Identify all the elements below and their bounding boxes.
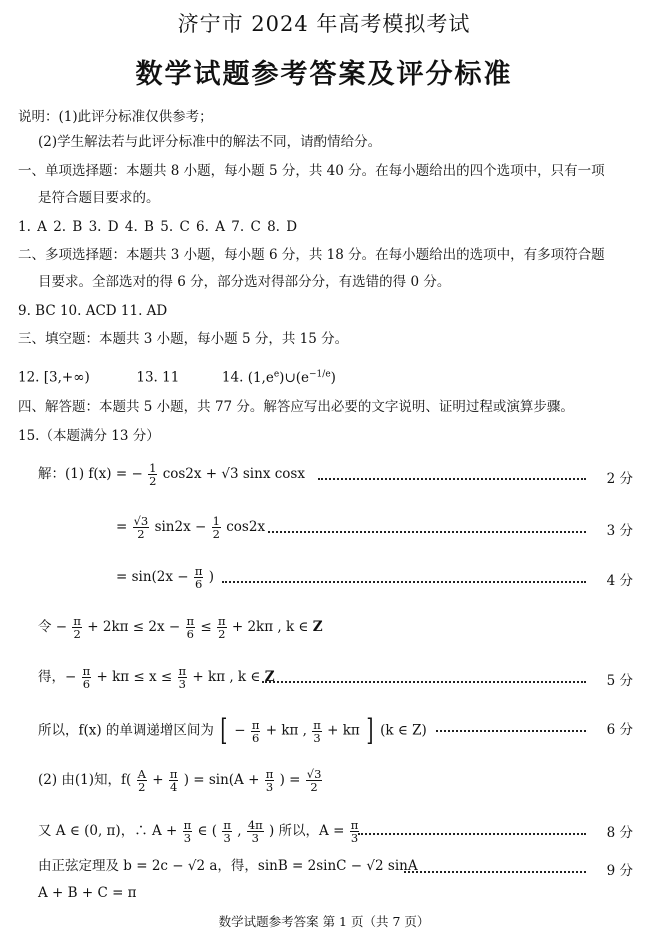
multi-choice-intro: 二、多项选择题：本题共 3 小题，每小题 6 分，共 18 分。在每小题给出的选项中，有多项符合题 bbox=[18, 247, 605, 263]
dot-leader bbox=[268, 531, 586, 533]
q15-part-2: (2) 由(1)知，f( $\frac{A}{2}$ + $\frac{\pi}{4}$ ) = sin(A + $\frac{\pi}{3}$ ) = $\frac{√3}{2}$ bbox=[38, 767, 322, 794]
q15-step-6: 所以，f(x) 的单调递增区间为 [ − $\frac{\pi}{6}$ + kπ , $\frac{\pi}{3}$ + kπ ] (k ∈ Z) bbox=[38, 713, 427, 748]
q15-header: 15.（本题满分 13 分） bbox=[18, 428, 160, 444]
dot-leader bbox=[436, 730, 586, 732]
fraction: $\frac{4\pi}{3}$ bbox=[247, 818, 263, 845]
multi-choice-answers: 9. BC 10. ACD 11. AD bbox=[18, 303, 168, 319]
fraction: $\frac{A}{2}$ bbox=[137, 767, 146, 794]
score-3: 3 分 bbox=[606, 523, 633, 539]
multi-choice-intro-cont: 目要求。全部选对的得 6 分，部分选对得部分分，有选错的得 0 分。 bbox=[38, 274, 451, 290]
fraction: $\frac{\pi}{3}$ bbox=[178, 664, 187, 691]
q15-step-2: = $\frac{√3}{2}$ sin2x − $\frac{1}{2}$ cos2x bbox=[116, 514, 266, 541]
fraction: $\frac{\pi}{6}$ bbox=[186, 614, 195, 641]
document-title: 数学试题参考答案及评分标准 bbox=[135, 59, 513, 90]
q15-step-4: 令 − $\frac{\pi}{2}$ + 2kπ ≤ 2x − $\frac{\pi}{6}$ ≤ $\frac{\pi}{2}$ + 2kπ , k ∈ Z bbox=[38, 614, 323, 641]
fraction: $\frac{\pi}{3}$ bbox=[223, 818, 231, 845]
score-4: 4 分 bbox=[606, 573, 633, 589]
dot-leader bbox=[318, 478, 586, 480]
note-line-2: (2)学生解法若与此评分标准中的解法不同，请酌情给分。 bbox=[38, 134, 382, 150]
solution-intro: 四、解答题：本题共 5 小题，共 77 分。解答应写出必要的文字说明、证明过程或演算步骤。 bbox=[18, 399, 574, 415]
fill-blank-answers bbox=[18, 365, 336, 387]
fraction: $\frac{\pi}{3}$ bbox=[183, 818, 192, 845]
exam-title: 济宁市 2024 年高考模拟考试 bbox=[177, 12, 471, 36]
fraction: $\frac{\pi}{6}$ bbox=[82, 664, 91, 691]
fraction: $\frac{\pi}{3}$ bbox=[313, 717, 321, 745]
fraction: $\frac{1}{2}$ bbox=[212, 514, 220, 541]
fraction: $\frac{\pi}{6}$ bbox=[251, 717, 260, 745]
q15-step-8: 又 A ∈ (0, π)，∴ A + $\frac{\pi}{3}$ ∈ ( $\frac{\pi}{3}$ , $\frac{4\pi}{3}$ ) 所以，A = $\frac{\pi}{3}$ bbox=[38, 818, 359, 845]
fraction: $\frac{\pi}{2}$ bbox=[217, 614, 226, 641]
q13-answer: 11 bbox=[162, 369, 180, 386]
score-8: 8 分 bbox=[606, 825, 633, 841]
dot-leader bbox=[222, 581, 586, 583]
fraction: $\frac{\pi}{4}$ bbox=[169, 767, 178, 794]
q13-label: 13. bbox=[136, 369, 158, 386]
q12-answer: [3,+∞) bbox=[43, 369, 90, 386]
q15-step-9: 由正弦定理及 b = 2c − √2 a，得，sinB = 2sinC − √2 sinA bbox=[38, 858, 418, 874]
note-line-1: 说明：(1)此评分标准仅供参考； bbox=[18, 109, 213, 125]
fraction: $\frac{\pi}{6}$ bbox=[194, 564, 203, 591]
dot-leader bbox=[358, 833, 586, 835]
q14-answer: $(1,e^e)\cup(e^{-1/e})$ bbox=[247, 369, 336, 386]
page-footer: 数学试题参考答案 第 1 页（共 7 页） bbox=[218, 914, 430, 929]
single-choice-intro: 一、单项选择题：本题共 8 小题，每小题 5 分，共 40 分。在每小题给出的四个选项中，只有一项 bbox=[18, 163, 605, 179]
fraction: $\frac{√3}{2}$ bbox=[133, 514, 149, 541]
score-6: 6 分 bbox=[606, 722, 633, 738]
q15-step-3: = sin(2x − $\frac{\pi}{6}$ ) bbox=[116, 564, 215, 591]
q15-step-10: A + B + C = π bbox=[38, 885, 137, 901]
dot-leader bbox=[262, 681, 586, 683]
fraction: $\frac{\pi}{3}$ bbox=[265, 767, 274, 794]
fraction: $\frac{1}{2}$ bbox=[149, 461, 157, 488]
score-2: 2 分 bbox=[606, 471, 633, 487]
single-choice-intro-cont: 是符合题目要求的。 bbox=[38, 190, 160, 206]
dot-leader bbox=[404, 871, 586, 873]
fill-blank-intro: 三、填空题：本题共 3 小题，每小题 5 分，共 15 分。 bbox=[18, 331, 349, 347]
score-5: 5 分 bbox=[606, 673, 633, 689]
fraction: $\frac{√3}{2}$ bbox=[306, 767, 322, 794]
q12-label: 12. bbox=[18, 369, 40, 386]
q14-label: 14. bbox=[221, 369, 244, 386]
q15-step-1: 解：(1) f(x) = − $\frac{1}{2}$ cos2x + √3 sinx cosx bbox=[38, 461, 305, 488]
single-choice-answers: 1. A 2. B 3. D 4. B 5. C 6. A 7. C 8. D bbox=[18, 219, 298, 235]
fraction: $\frac{\pi}{3}$ bbox=[350, 818, 359, 845]
fraction: $\frac{\pi}{2}$ bbox=[73, 614, 81, 641]
score-9: 9 分 bbox=[606, 863, 633, 879]
q15-step-5: 得，− $\frac{\pi}{6}$ + kπ ≤ x ≤ $\frac{\pi}{3}$ + kπ , k ∈ Z bbox=[38, 664, 275, 691]
